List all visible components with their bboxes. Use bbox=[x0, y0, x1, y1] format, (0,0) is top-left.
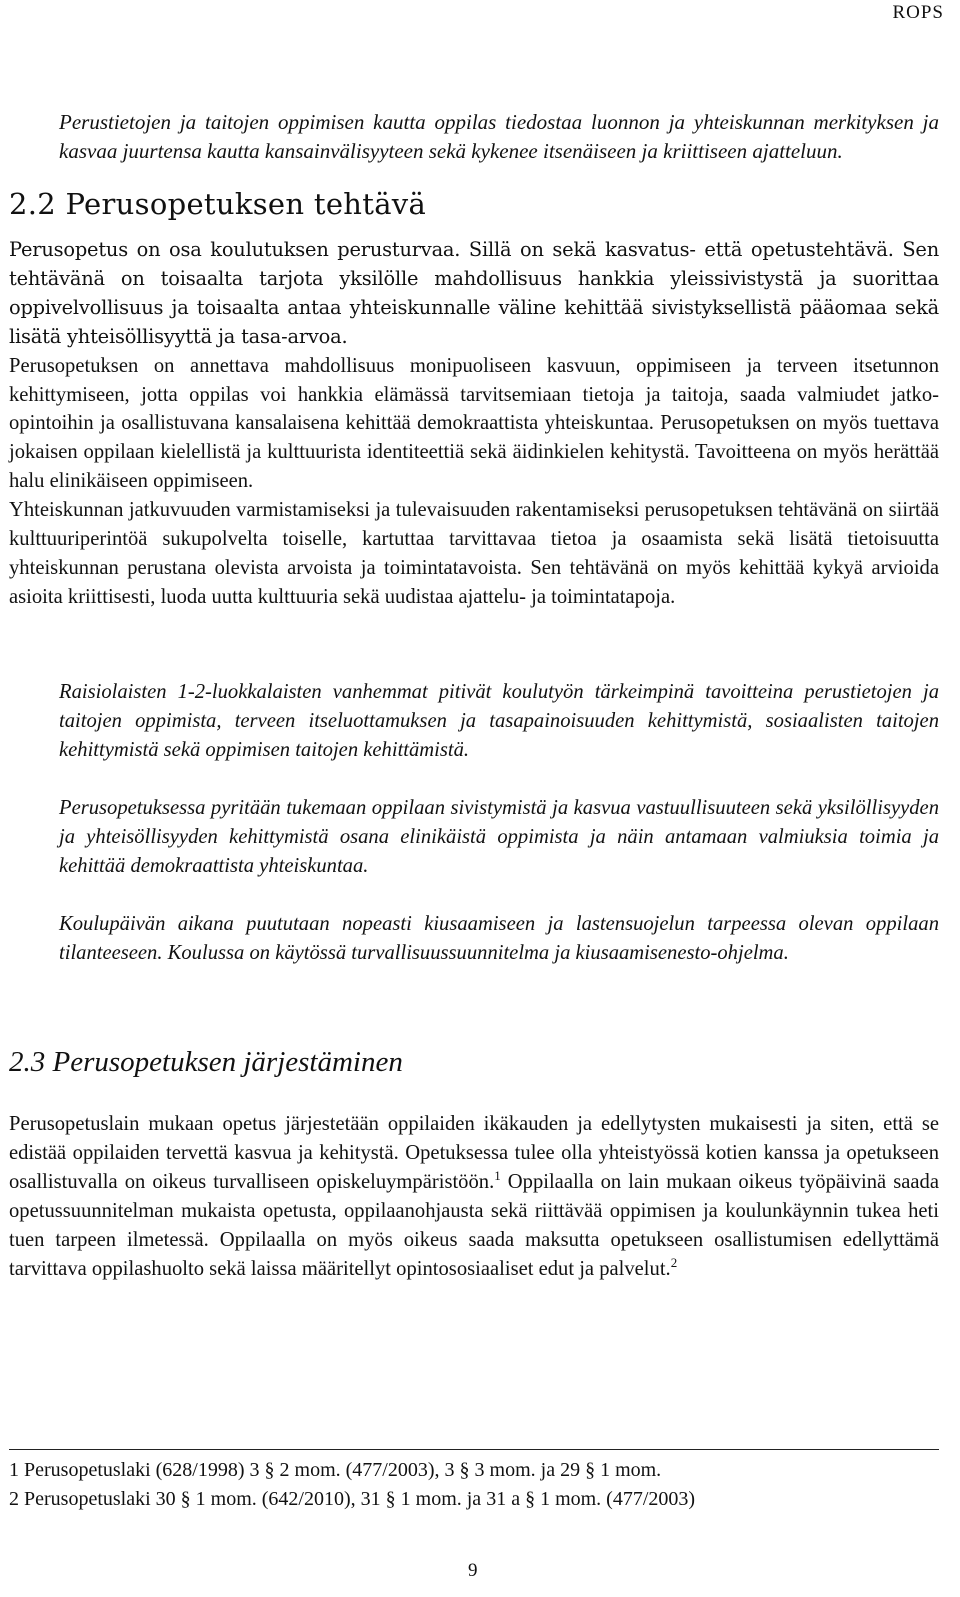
intro-paragraph: Perustietojen ja taitojen oppimisen kautta oppilas tiedostaa luonnon ja yhteiskunnan merkityksen ja kasvaa juurtensa kautta kansainvälisyyteen sekä kykenee itsenäiseen ja kriittiseen ajatteluun. bbox=[59, 110, 939, 163]
footnote-1: 1 Perusopetuslaki (628/1998) 3 § 2 mom. (477/2003), 3 § 3 mom. ja 29 § 1 mom. bbox=[9, 1459, 662, 1481]
section-2-2-paragraph-1: Perusopetus on osa koulutuksen perusturvaa. Sillä on sekä kasvatus- että opetustehtävä. Sen tehtävänä on toisaalta tarjota yksilölle mahdollisuus hankkia yleissivistystä ja suorittaa oppivelvollisuus ja toisaalta antaa yhteiskunnalle väline kehittää sivistyksellistä pääomaa sekä lisätä yhteisöllisyyttä ja tasa-arvoa. bbox=[9, 238, 939, 348]
quote-education-goals: Perusopetuksessa pyritään tukemaan oppilaan sivistymistä ja kasvua vastuullisuuteen sekä yksilöllisyyden ja yhteisöllisyyden kehittymistä osana elinikäistä oppimista ja näin antamaan valmiuksia toimia ja kehittää demokraattista yhteiskuntaa. bbox=[59, 796, 939, 877]
section-heading-2-2: 2.2 Perusopetuksen tehtävä bbox=[9, 187, 427, 221]
page-number: 9 bbox=[468, 1560, 478, 1581]
footnote-divider bbox=[9, 1449, 939, 1450]
section-2-3-paragraph bbox=[9, 1110, 939, 1284]
footnote-ref-2[interactable]: 2 bbox=[670, 1254, 678, 1270]
quote-parents: Raisiolaisten 1-2-luokkalaisten vanhemmat pitivät koulutyön tärkeimpinä tavoitteina perustietojen ja taitojen oppimista, terveen itseluottamuksen ja tasapainoisuuden kehittymistä, sosiaalisten taitojen kehittymistä sekä oppimisen taitojen kehittämistä. bbox=[59, 680, 939, 761]
document-code: ROPS bbox=[892, 2, 944, 23]
section-2-3-text-a: Perusopetuslain mukaan opetus järjestetään oppilaiden ikäkauden ja edellytysten mukaisesti ja siten, että se edistää oppilaiden tervettä kasvua ja kehitystä. Opetuksessa tulee olla yhteistyössä kotien kanssa ja opetukseen osallistuvalla on oikeus turvalliseen opiskeluympäristöön. bbox=[9, 1112, 939, 1193]
quote-bullying: Koulupäivän aikana puututaan nopeasti kiusaamiseen ja lastensuojelun tarpeessa olevan oppilaan tilanteeseen. Koulussa on käytössä turvallisuussuunnitelma ja kiusaamisenesto-ohjelma. bbox=[59, 912, 939, 964]
section-heading-2-3: 2.3 Perusopetuksen järjestäminen bbox=[9, 1045, 403, 1078]
section-2-2-paragraph-3: Yhteiskunnan jatkuvuuden varmistamiseksi ja tulevaisuuden rakentamiseksi perusopetuksen tehtävänä on siirtää kulttuuriperintöä sukupolvelta toiselle, kartuttaa tarvittavaa tietoa ja osaamista sekä lisätä tietoisuutta yhteiskunnan perustana olevista arvoista ja toimintatavoista. Sen tehtävänä on myös kehittää kykyä arvioida asioita kriittisesti, luoda uutta kulttuuria sekä uudistaa ajattelu- ja toimintatapoja. bbox=[9, 499, 939, 608]
footnote-ref-1[interactable]: 1 bbox=[494, 1167, 501, 1183]
section-2-2-paragraph-2: Perusopetuksen on annettava mahdollisuus monipuoliseen kasvuun, oppimiseen ja terveen itsetunnon kehittymiseen, jotta oppilas voi hankkia elämässä tarvitsemiaan tietoja ja taitoja, saada valmiudet jatko-opintoihin ja osallistuvana kansalaisena kehittää demokraattista yhteiskuntaa. Perusopetuksen on myös tuettava jokaisen oppilaan kielellistä ja kulttuurista identiteettiä sekä äidinkielen kehitystä. Tavoitteena on myös herättää halu elinikäiseen oppimiseen. bbox=[9, 354, 939, 493]
footnote-2: 2 Perusopetuslaki 30 § 1 mom. (642/2010), 31 § 1 mom. ja 31 a § 1 mom. (477/2003) bbox=[9, 1488, 696, 1510]
section-2-3-text-b: Oppilaalla on lain mukaan oikeus työpäivinä saada opetussuunnitelman mukaista opetusta, oppilaanohjausta sekä riittävää oppimisen ja koulunkäynnin tukea heti tuen tarpeen ilmetessä. Oppilaalla on myös oikeus saada maksutta opetukseen osallistumisen edellyttämä tarvittava oppilashuolto sekä laissa määritellyt opintososiaaliset edut ja palvelut. bbox=[9, 1170, 939, 1280]
page-content bbox=[9, 108, 939, 1284]
